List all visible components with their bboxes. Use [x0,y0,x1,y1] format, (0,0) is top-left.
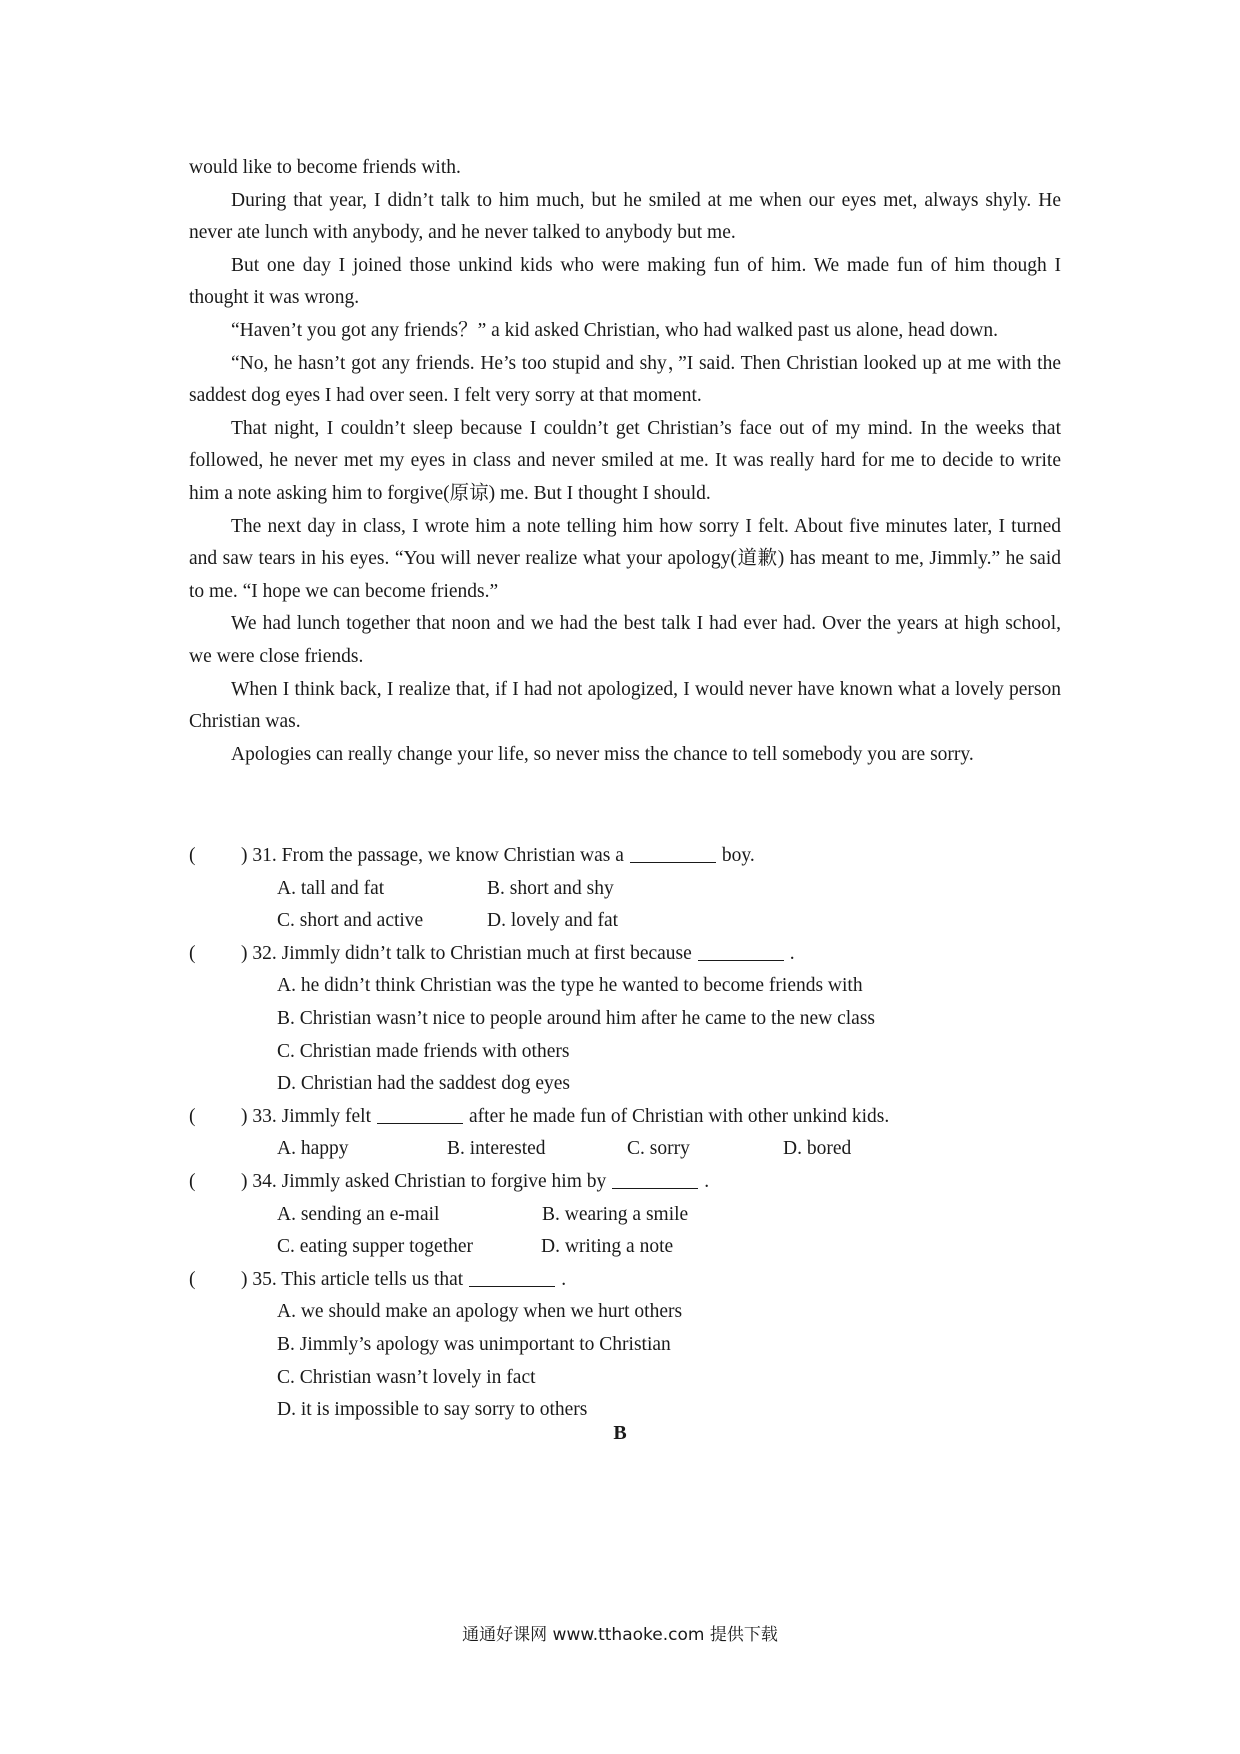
question-text-end: . [789,942,795,964]
section-heading: B [613,1422,627,1444]
page-footer: 通通好课网 www.tthaoke.com 提供下载 [462,1625,778,1645]
question-text: 33. Jimmly felt [252,1105,371,1127]
passage-paragraph: “Haven’t you got any friends？” a kid asked Christian, who had walked past us alone, head down. [231,319,998,341]
passage-paragraph: We had lunch together that noon and we had the best talk I had ever had. Over the years at high school, we were close friends. [189,613,1061,667]
option-a: A. sending an e-mail [277,1203,440,1225]
option-c: C. short and active [277,910,424,932]
option-d: D. bored [783,1138,852,1160]
question-35 [189,1264,1061,1427]
question-stem [252,938,794,971]
option-c: C. eating supper together [277,1236,474,1258]
answer-blank [630,844,716,863]
option-d: D. lovely and fat [487,910,619,932]
answer-space[interactable] [211,1166,241,1199]
answer-blank [612,1170,698,1189]
answer-paren-open: ( [189,942,196,964]
question-34 [189,1166,1061,1264]
option-c: C. Christian wasn’t lovely in fact [277,1366,536,1388]
answer-paren-open: ( [189,1170,196,1192]
answer-blank [377,1105,463,1124]
question-stem [252,840,754,873]
question-text-end: . [561,1268,567,1290]
option-d: D. Christian had the saddest dog eyes [277,1073,570,1095]
question-33 [189,1101,1061,1166]
question-text-end: . [704,1170,710,1192]
option-a: A. happy [277,1138,349,1160]
answer-space[interactable] [211,840,241,873]
passage-paragraph: Apologies can really change your life, so never miss the chance to tell somebody you are sorry. [231,743,974,765]
answer-paren-close: ) [241,1268,248,1290]
option-a: A. he didn’t think Christian was the type he wanted to become friends with [277,975,863,997]
question-stem [252,1264,566,1297]
option-d: D. it is impossible to say sorry to others [277,1399,588,1421]
question-text-end: boy. [721,845,755,866]
answer-paren-close: ) [241,845,248,866]
answer-paren-close: ) [241,942,248,964]
answer-space[interactable] [211,938,241,971]
question-stem [252,1166,709,1199]
question-text: 34. Jimmly asked Christian to forgive him by [252,1170,607,1192]
question-31 [189,840,1061,938]
answer-paren-close: ) [241,1105,248,1127]
passage-paragraph: The next day in class, I wrote him a note telling him how sorry I felt. About five minutes later, I turned and saw tears in his eyes. “You will never realize what your apology(道歉) has meant to me, Jimmly.” he said to me. “I hope we can become friends.” [189,515,1061,602]
option-a: A. we should make an apology when we hurt others [277,1301,683,1323]
option-b: B. short and shy [487,877,614,899]
option-a: A. tall and fat [277,877,385,899]
passage-paragraph: That night, I couldn’t sleep because I couldn’t get Christian’s face out of my mind. In the weeks that followed, he never met my eyes in class and never smiled at me. It was really hard for me to decide to write him a note asking him to forgive(原谅) me. But I thought I should. [189,417,1061,504]
passage-paragraph: But one day I joined those unkind kids who were making fun of him. We made fun of him though I thought it was wrong. [189,254,1061,309]
answer-paren-open: ( [189,1268,196,1290]
question-text: 31. From the passage, we know Christian was a [252,845,624,866]
answer-blank [698,942,784,961]
answer-blank [469,1268,555,1287]
answer-space[interactable] [211,1101,241,1134]
option-b: B. interested [447,1138,546,1160]
question-32 [189,938,1061,1101]
option-b: B. Jimmly’s apology was unimportant to Christian [277,1333,671,1355]
answer-paren-open: ( [189,845,196,866]
passage-paragraph: “No, he hasn’t got any friends. He’s too stupid and shy，”I said. Then Christian looked up at me with the saddest dog eyes I had over seen. I felt very sorry at that moment. [189,352,1061,407]
passage-paragraph: would like to become friends with. [189,157,461,178]
question-text: 32. Jimmly didn’t talk to Christian much at first because [252,942,692,964]
question-text-end: after he made fun of Christian with other unkind kids. [469,1105,890,1127]
question-list [189,840,1061,1427]
option-b: B. Christian wasn’t nice to people around him after he came to the new class [277,1007,876,1029]
answer-paren-close: ) [241,1170,248,1192]
passage-paragraph: When I think back, I realize that, if I had not apologized, I would never have known what a lovely person Christian was. [189,678,1061,733]
option-b: B. wearing a smile [542,1203,689,1225]
answer-space[interactable] [211,1264,241,1297]
option-c: C. sorry [627,1138,690,1160]
question-text: 35. This article tells us that [252,1268,464,1290]
passage-paragraph: During that year, I didn’t talk to him much, but he smiled at me when our eyes met, always shyly. He never ate lunch with anybody, and he never talked to anybody but me. [189,189,1061,244]
reading-passage [189,152,1061,771]
answer-paren-open: ( [189,1105,196,1127]
option-c: C. Christian made friends with others [277,1040,570,1062]
question-stem [252,1101,889,1134]
option-d: D. writing a note [541,1236,674,1258]
